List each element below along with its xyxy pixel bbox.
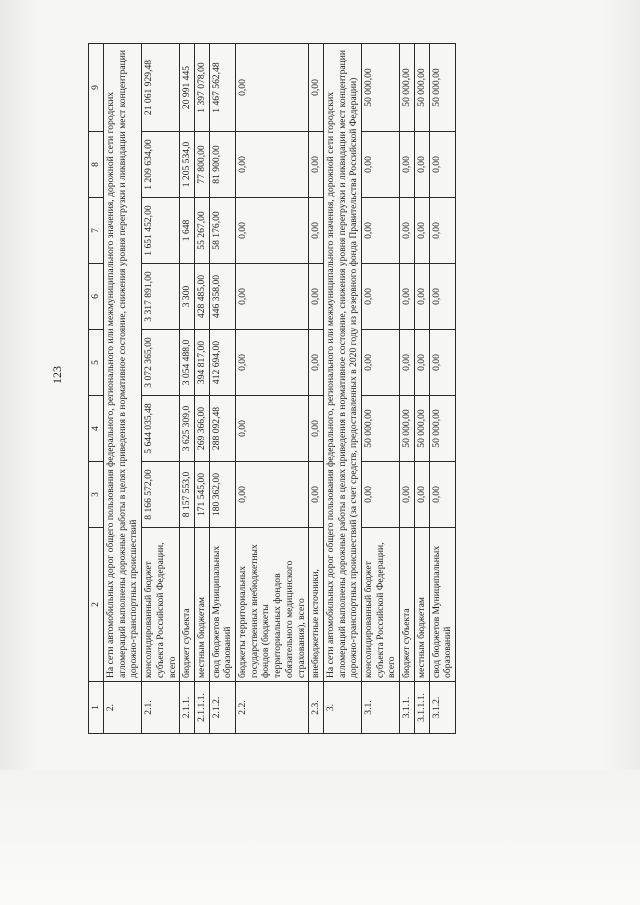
header-cell: 5 (89, 330, 104, 396)
value-cell: 428 485,00 (194, 264, 209, 330)
value-cell: 0,00 (309, 44, 324, 132)
row-code: 2.3. (309, 682, 324, 734)
value-cell: 77 800,00 (194, 132, 209, 198)
value-cell: 0,00 (236, 330, 309, 396)
budget-table (88, 43, 456, 734)
scan-bottom-margin (0, 770, 640, 905)
section-row (323, 44, 361, 734)
table-row (414, 44, 429, 734)
table-row (194, 44, 209, 734)
value-cell: 446 358,00 (209, 264, 235, 330)
header-cell: 2 (89, 528, 104, 682)
table-row (209, 44, 235, 734)
value-cell: 0,00 (400, 132, 415, 198)
value-cell: 0,00 (236, 44, 309, 132)
value-cell: 171 545,00 (194, 462, 209, 528)
value-cell: 0,00 (414, 198, 429, 264)
value-cell: 269 366,00 (194, 396, 209, 462)
value-cell: 50 000,00 (400, 44, 415, 132)
value-cell: 0,00 (414, 132, 429, 198)
row-label: местным бюджетам (194, 528, 209, 682)
value-cell: 3 054 488,0 (180, 330, 195, 396)
table-row (400, 44, 415, 734)
row-code: 2.1. (142, 682, 180, 734)
header-cell: 8 (89, 132, 104, 198)
value-cell: 1 205 534,0 (180, 132, 195, 198)
value-cell: 3 072 365,00 (142, 330, 180, 396)
section-row (104, 44, 142, 734)
value-cell: 394 817,00 (194, 330, 209, 396)
row-label: консолидированный бюджет субъекта Российской Федерации, всего (362, 528, 400, 682)
row-label: бюджет субъекта (400, 528, 415, 682)
value-cell: 0,00 (362, 264, 400, 330)
table-row (309, 44, 324, 734)
value-cell: 0,00 (414, 330, 429, 396)
value-cell: 0,00 (309, 396, 324, 462)
value-cell: 0,00 (236, 462, 309, 528)
row-code: 2.2. (236, 682, 309, 734)
row-code: 3.1. (362, 682, 400, 734)
value-cell: 0,00 (309, 198, 324, 264)
value-cell: 0,00 (400, 330, 415, 396)
row-label: свод бюджетов Муниципальных образований (209, 528, 235, 682)
header-cell: 6 (89, 264, 104, 330)
value-cell: 0,00 (414, 462, 429, 528)
value-cell: 20 991 445 (180, 44, 195, 132)
table-row (362, 44, 400, 734)
value-cell: 1 648 (180, 198, 195, 264)
row-code: 2.1.1. (180, 682, 195, 734)
header-cell: 3 (89, 462, 104, 528)
row-label: бюджет субъекта (180, 528, 195, 682)
section-code: 3. (323, 682, 361, 734)
value-cell: 288 092,48 (209, 396, 235, 462)
row-label: свод бюджетов Муниципальных образований (429, 528, 455, 682)
table-row (180, 44, 195, 734)
value-cell: 50 000,00 (414, 44, 429, 132)
value-cell: 0,00 (429, 462, 455, 528)
table-row (142, 44, 180, 734)
value-cell: 0,00 (309, 132, 324, 198)
value-cell: 1 467 562,48 (209, 44, 235, 132)
row-code: 3.1.1.1. (414, 682, 429, 734)
value-cell: 50 000,00 (429, 396, 455, 462)
row-label: местным бюджетам (414, 528, 429, 682)
value-cell: 8 157 553,0 (180, 462, 195, 528)
value-cell: 1 651 452,00 (142, 198, 180, 264)
header-row (89, 44, 104, 734)
value-cell: 0,00 (429, 330, 455, 396)
table-row (429, 44, 455, 734)
row-code: 2.1.2. (209, 682, 235, 734)
value-cell: 0,00 (429, 264, 455, 330)
value-cell: 0,00 (429, 198, 455, 264)
value-cell: 5 644 035,48 (142, 396, 180, 462)
value-cell: 0,00 (309, 264, 324, 330)
row-label: бюджеты территориальных государственных внебюджетных фондов (бюджеты территориальных фондов обязательного медицинского страхования), всего (236, 528, 309, 682)
value-cell: 0,00 (362, 132, 400, 198)
value-cell: 180 362,00 (209, 462, 235, 528)
header-cell: 1 (89, 682, 104, 734)
value-cell: 0,00 (414, 264, 429, 330)
header-cell: 7 (89, 198, 104, 264)
value-cell: 21 061 929,48 (142, 44, 180, 132)
row-label: внебюджетные источники, (309, 528, 324, 682)
rotated-table-wrapper (88, 44, 608, 734)
value-cell: 3 300 (180, 264, 195, 330)
value-cell: 0,00 (400, 198, 415, 264)
value-cell: 412 694,00 (209, 330, 235, 396)
value-cell: 50 000,00 (414, 396, 429, 462)
section-title: На сети автомобильных дорог общего пользования федерального, регионального или межмуниципального значения, дорожной сети городских агломераций выполнены дорожные работы в целях приведения в нормативное состояние, снижения уровня перегрузки и ликвидации мест концентрации дорожно-транспортных происшествий (за счет средств, предоставленных в 2020 году из резервного фонда Правительства Российской Федерации) (323, 44, 361, 682)
value-cell: 1 397 078,00 (194, 44, 209, 132)
row-code: 2.1.1.1. (194, 682, 209, 734)
value-cell: 0,00 (400, 462, 415, 528)
value-cell: 0,00 (362, 462, 400, 528)
header-cell: 4 (89, 396, 104, 462)
table-row (236, 44, 309, 734)
value-cell: 0,00 (362, 330, 400, 396)
value-cell: 0,00 (236, 264, 309, 330)
value-cell: 0,00 (236, 198, 309, 264)
value-cell: 0,00 (309, 462, 324, 528)
value-cell: 3 625 309,0 (180, 396, 195, 462)
value-cell: 50 000,00 (400, 396, 415, 462)
value-cell: 8 166 572,00 (142, 462, 180, 528)
value-cell: 0,00 (362, 198, 400, 264)
value-cell: 81 900,00 (209, 132, 235, 198)
value-cell: 0,00 (309, 330, 324, 396)
value-cell: 1 209 634,00 (142, 132, 180, 198)
section-code: 2. (104, 682, 142, 734)
section-title: На сети автомобильных дорог общего пользования федерального, регионального или межмуниципального значения, дорожной сети городских агломераций выполнены дорожные работы в целях приведения в нормативное состояние, снижения уровня перегрузки и ликвидации мест концентрации дорожно-транспортных происшествий (104, 44, 142, 682)
row-code: 3.1.1. (400, 682, 415, 734)
row-label: консолидированный бюджет субъекта Российской Федерации, всего (142, 528, 180, 682)
value-cell: 0,00 (429, 132, 455, 198)
value-cell: 0,00 (236, 132, 309, 198)
value-cell: 55 267,00 (194, 198, 209, 264)
value-cell: 50 000,00 (429, 44, 455, 132)
value-cell: 0,00 (236, 396, 309, 462)
value-cell: 0,00 (400, 264, 415, 330)
value-cell: 58 176,00 (209, 198, 235, 264)
value-cell: 3 317 891,00 (142, 264, 180, 330)
header-cell: 9 (89, 44, 104, 132)
value-cell: 50 000,00 (362, 44, 400, 132)
value-cell: 50 000,00 (362, 396, 400, 462)
page-number: 123 (50, 366, 64, 384)
row-code: 3.1.2. (429, 682, 455, 734)
